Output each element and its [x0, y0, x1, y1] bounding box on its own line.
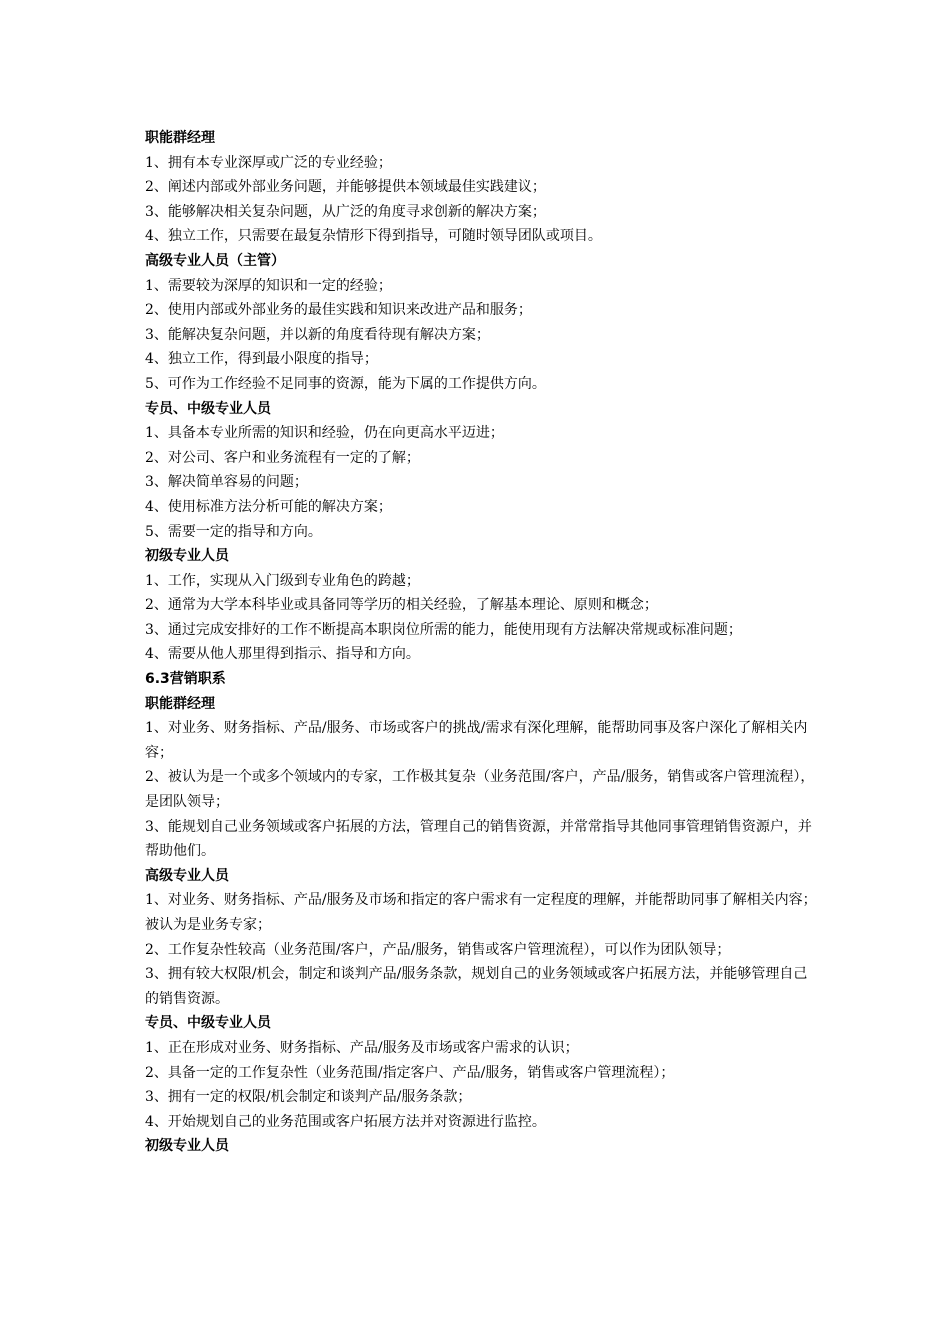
list-item: 2、工作复杂性较高（业务范围/客户，产品/服务，销售或客户管理流程），可以作为团队领导； [145, 941, 731, 958]
section-heading: 专员、中级专业人员 [145, 400, 271, 417]
list-item: 1、对业务、财务指标、产品/服务及市场和指定的客户需求有一定程度的理解，并能帮助同事了解相关内容；被认为是业务专家； [145, 892, 817, 933]
list-item: 2、对公司、客户和业务流程有一定的了解； [145, 449, 420, 466]
list-item: 1、具备本专业所需的知识和经验，仍在向更高水平迈进； [145, 425, 504, 442]
list-item: 3、通过完成安排好的工作不断提高本职岗位所需的能力，能使用现有方法解决常规或标准问题； [145, 621, 742, 638]
list-item: 2、使用内部或外部业务的最佳实践和知识来改进产品和服务； [145, 302, 532, 319]
list-item: 4、开始规划自己的业务范围或客户拓展方法并对资源进行监控。 [145, 1113, 546, 1130]
list-item: 2、具备一定的工作复杂性（业务范围/指定客户、产品/服务，销售或客户管理流程）； [145, 1064, 675, 1081]
list-item: 4、需要从他人那里得到指示、指导和方向。 [145, 646, 420, 663]
list-item: 3、拥有较大权限/机会，制定和谈判产品/服务条款，规划自己的业务领域或客户拓展方法，并能够管理自己的销售资源。 [145, 966, 808, 1007]
list-item: 1、工作，实现从入门级到专业角色的跨越； [145, 572, 420, 589]
section-heading: 高级专业人员 [145, 867, 229, 884]
section-heading: 初级专业人员 [145, 1138, 229, 1155]
list-item: 4、使用标准方法分析可能的解决方案； [145, 498, 392, 515]
list-item: 2、通常为大学本科毕业或具备同等学历的相关经验，了解基本理论、原则和概念； [145, 597, 658, 614]
list-item: 1、拥有本专业深厚或广泛的专业经验； [145, 154, 392, 171]
list-item: 5、需要一定的指导和方向。 [145, 523, 322, 540]
list-item: 2、被认为是一个或多个领域内的专家，工作极其复杂（业务范围/客户，产品/服务，销售或客户管理流程），是团队领导； [145, 769, 815, 811]
list-item: 2、阐述内部或外部业务问题，并能够提供本领域最佳实践建议； [145, 179, 546, 196]
section-heading: 专员、中级专业人员 [145, 1015, 271, 1032]
list-item: 1、对业务、财务指标、产品/服务、市场或客户的挑战/需求有深化理解，能帮助同事及客户深化了解相关内容； [145, 720, 808, 761]
list-item: 3、能够解决相关复杂问题，从广泛的角度寻求创新的解决方案； [145, 203, 546, 220]
list-item: 4、独立工作，得到最小限度的指导； [145, 351, 378, 368]
list-item: 3、能解决复杂问题，并以新的角度看待现有解决方案； [145, 326, 490, 343]
list-item: 5、可作为工作经验不足同事的资源，能为下属的工作提供方向。 [145, 375, 546, 392]
section-heading: 初级专业人员 [145, 548, 229, 565]
list-item: 1、正在形成对业务、财务指标、产品/服务及市场或客户需求的认识； [145, 1039, 579, 1056]
list-item: 3、能规划自己业务领域或客户拓展的方法，管理自己的销售资源，并常常指导其他同事管理销售资源户，并帮助他们。 [145, 818, 812, 860]
section-heading: 职能群经理 [145, 130, 215, 146]
document-page [145, 126, 817, 1159]
list-item: 4、独立工作，只需要在最复杂情形下得到指导，可随时领导团队或项目。 [145, 228, 602, 245]
list-item: 1、需要较为深厚的知识和一定的经验； [145, 277, 392, 294]
section-heading: 职能群经理 [145, 695, 215, 712]
section-heading: 高级专业人员（主管） [145, 252, 285, 269]
chapter-heading: 6.3营销职系 [145, 671, 226, 688]
list-item: 3、拥有一定的权限/机会制定和谈判产品/服务条款； [145, 1089, 472, 1106]
list-item: 3、解决简单容易的问题； [145, 474, 308, 491]
